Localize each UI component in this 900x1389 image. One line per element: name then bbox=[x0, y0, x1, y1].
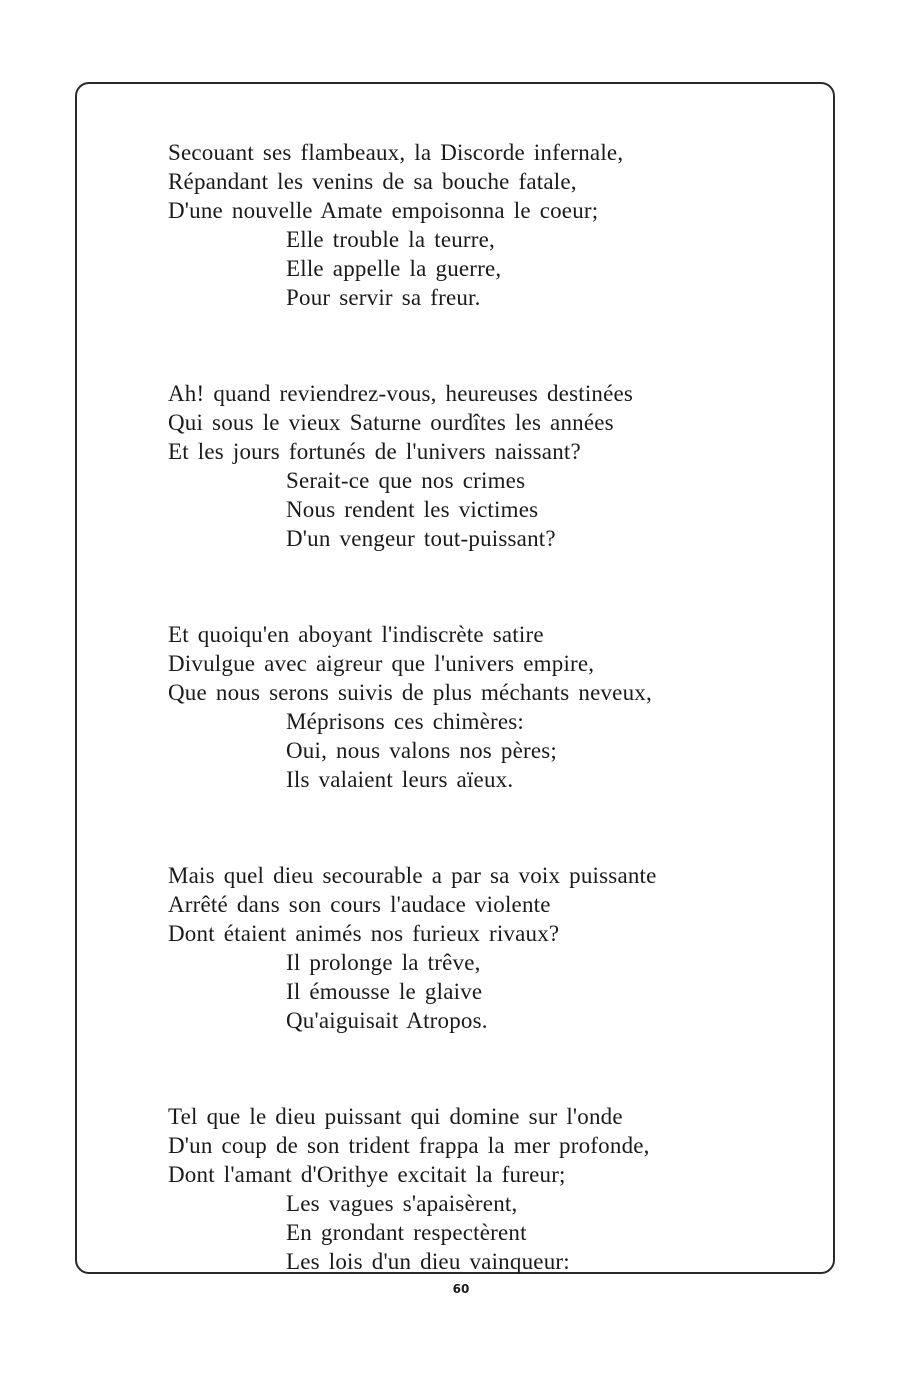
verse-line-indented: En grondant respectèrent bbox=[286, 1220, 527, 1245]
verse-line-indented: Il émousse le glaive bbox=[286, 979, 483, 1004]
verse-line-indented: Nous rendent les victimes bbox=[286, 497, 539, 522]
verse-line-indented: Pour servir sa freur. bbox=[286, 285, 481, 310]
stanza-1 bbox=[168, 138, 808, 312]
verse-line: D'un coup de son trident frappa la mer profonde, bbox=[168, 1133, 650, 1158]
verse-line-indented: Méprisons ces chimères: bbox=[286, 709, 524, 734]
verse-line-indented: Elle trouble la teurre, bbox=[286, 227, 496, 252]
verse-line-indented: Il prolonge la trêve, bbox=[286, 950, 481, 975]
verse-line: Ah! quand reviendrez-vous, heureuses destinées bbox=[168, 381, 634, 406]
stanza-2 bbox=[168, 379, 808, 553]
verse-line: Tel que le dieu puissant qui domine sur l'onde bbox=[168, 1104, 623, 1129]
verse-line: Répandant les venins de sa bouche fatale, bbox=[168, 169, 577, 194]
stanza-3 bbox=[168, 620, 808, 794]
verse-line: Et quoiqu'en aboyant l'indiscrète satire bbox=[168, 622, 544, 647]
verse-line-indented: Les lois d'un dieu vainqueur: bbox=[286, 1249, 570, 1274]
verse-line: Qui sous le vieux Saturne ourdîtes les années bbox=[168, 410, 614, 435]
verse-line-indented: Qu'aiguisait Atropos. bbox=[286, 1008, 488, 1033]
verse-line-indented: Ils valaient leurs aïeux. bbox=[286, 767, 514, 792]
verse-line-indented: Oui, nous valons nos pères; bbox=[286, 738, 558, 763]
verse-line-indented: Serait-ce que nos crimes bbox=[286, 468, 526, 493]
verse-line: Divulgue avec aigreur que l'univers empire, bbox=[168, 651, 595, 676]
verse-line: Dont l'amant d'Orithye excitait la fureur; bbox=[168, 1162, 566, 1187]
verse-line: Que nous serons suivis de plus méchants neveux, bbox=[168, 680, 652, 705]
verse-line: Et les jours fortunés de l'univers naissant? bbox=[168, 439, 581, 464]
verse-line: Arrêté dans son cours l'audace violente bbox=[168, 892, 551, 917]
verse-line-indented: Elle appelle la guerre, bbox=[286, 256, 502, 281]
verse-line-indented: Les vagues s'apaisèrent, bbox=[286, 1191, 518, 1216]
verse-line: Dont étaient animés nos furieux rivaux? bbox=[168, 921, 560, 946]
poem bbox=[168, 138, 808, 1343]
stanza-4 bbox=[168, 861, 808, 1035]
stanza-5 bbox=[168, 1102, 808, 1276]
verse-line-indented: D'un vengeur tout-puissant? bbox=[286, 526, 556, 551]
verse-line: D'une nouvelle Amate empoisonna le coeur; bbox=[168, 198, 599, 223]
page-number: 60 bbox=[452, 1282, 470, 1296]
verse-line: Mais quel dieu secourable a par sa voix puissante bbox=[168, 863, 657, 888]
verse-line: Secouant ses flambeaux, la Discorde infernale, bbox=[168, 140, 624, 165]
